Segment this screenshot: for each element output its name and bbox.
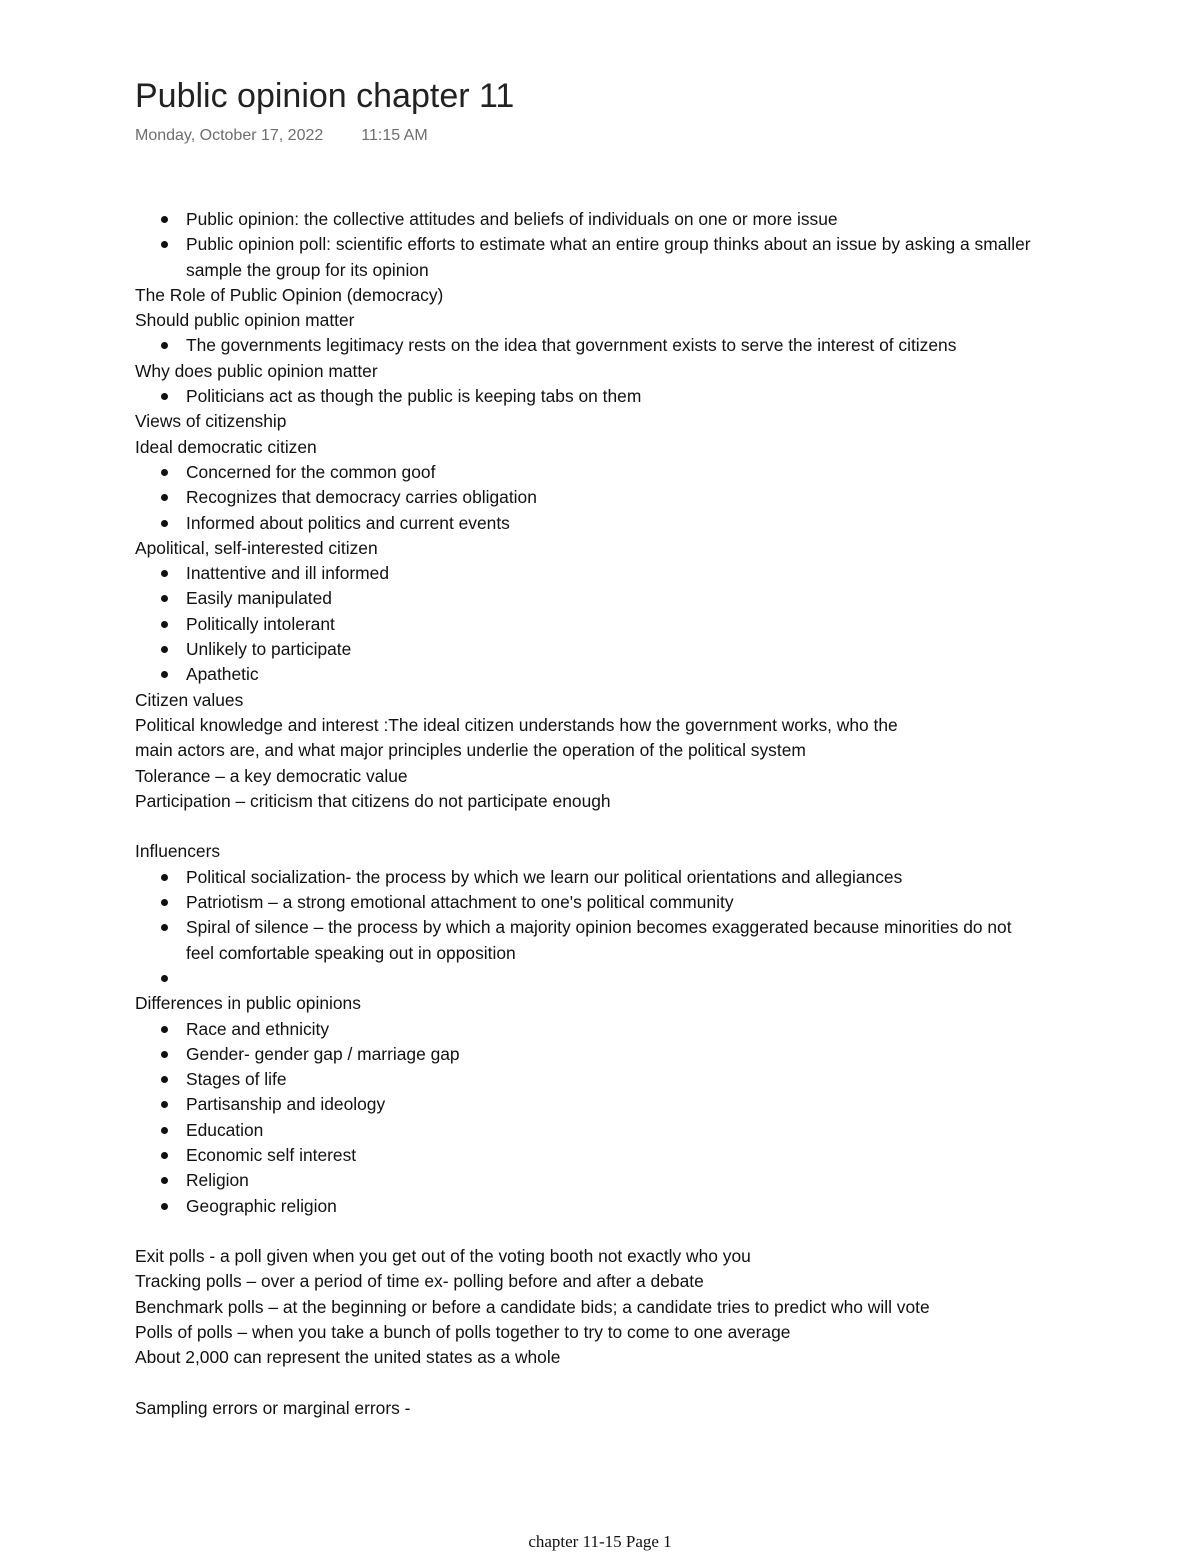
blank-line [135,1371,1035,1396]
text-line: main actors are, and what major principles underlie the operation of the political system [135,740,806,761]
bullet-item: Public opinion poll: scientific efforts to estimate what an entire group thinks about an issue by asking a smaller sample the group for its opinion [135,232,1035,283]
text-line: Views of citizenship [135,411,287,432]
bullet-item: Concerned for the common goof [135,460,1035,485]
bullet-item: Geographic religion [135,1194,1035,1219]
bullet-item: Gender- gender gap / marriage gap [135,1042,1035,1067]
bullet-list [135,384,1035,409]
bullet-item: Apathetic [135,662,1035,687]
text-line: Should public opinion matter [135,310,355,331]
text-line: Sampling errors or marginal errors - [135,1397,411,1418]
text-line: Exit polls - a poll given when you get out of the voting booth not exactly who you [135,1246,751,1267]
text-line: Differences in public opinions [135,993,361,1014]
bullet-item [135,966,1035,991]
blank-line [135,814,1035,839]
bullet-item: Stages of life [135,1067,1035,1092]
bullet-item: Politicians act as though the public is keeping tabs on them [135,384,1035,409]
text-line: Benchmark polls – at the beginning or before a candidate bids; a candidate tries to predict who will vote [135,1296,930,1317]
text-line: Ideal democratic citizen [135,436,317,457]
text-line: Political knowledge and interest :The ideal citizen understands how the government works, who the [135,714,898,735]
bullet-item: Race and ethnicity [135,1017,1035,1042]
bullet-item: The governments legitimacy rests on the idea that government exists to serve the interest of citizens [135,333,1035,358]
bullet-item: Patriotism – a strong emotional attachment to one's political community [135,890,1035,915]
bullet-item: Informed about politics and current events [135,511,1035,536]
text-line: The Role of Public Opinion (democracy) [135,284,444,305]
bullet-item: Recognizes that democracy carries obligation [135,485,1035,510]
bullet-item: Easily manipulated [135,586,1035,611]
bullet-item: Unlikely to participate [135,637,1035,662]
bullet-item: Politically intolerant [135,612,1035,637]
bullet-item: Partisanship and ideology [135,1092,1035,1117]
blank-line [135,1219,1035,1244]
page-title: Public opinion chapter 11 [135,77,515,115]
note-body [135,207,1035,1421]
text-line: About 2,000 can represent the united states as a whole [135,1347,561,1368]
text-line: Why does public opinion matter [135,360,378,381]
page-footer: chapter 11-15 Page 1 [528,1532,672,1551]
text-line: Apolitical, self-interested citizen [135,537,378,558]
text-line: Citizen values [135,689,244,710]
bullet-list [135,561,1035,687]
bullet-item: Religion [135,1168,1035,1193]
text-line: Participation – criticism that citizens do not participate enough [135,790,611,811]
bullet-item: Political socialization- the process by which we learn our political orientations and allegiances [135,865,1035,890]
page-date: Monday, October 17, 2022 [135,127,324,144]
bullet-item: Inattentive and ill informed [135,561,1035,586]
bullet-item: Education [135,1118,1035,1143]
page-metadata [135,125,428,147]
bullet-list [135,865,1035,991]
text-line: Tracking polls – over a period of time ex- polling before and after a debate [135,1271,704,1292]
bullet-list [135,333,1035,358]
bullet-item: Economic self interest [135,1143,1035,1168]
text-line: Influencers [135,841,221,862]
bullet-list [135,460,1035,536]
bullet-item: Spiral of silence – the process by which a majority opinion becomes exaggerated because minorities do not feel comfortable speaking out in opposition [135,915,1035,966]
bullet-list [135,207,1035,283]
text-line: Polls of polls – when you take a bunch of polls together to try to come to one average [135,1322,791,1343]
text-line: Tolerance – a key democratic value [135,765,408,786]
bullet-list [135,1017,1035,1219]
bullet-item: Public opinion: the collective attitudes and beliefs of individuals on one or more issue [135,207,1035,232]
page-time: 11:15 AM [361,127,428,144]
